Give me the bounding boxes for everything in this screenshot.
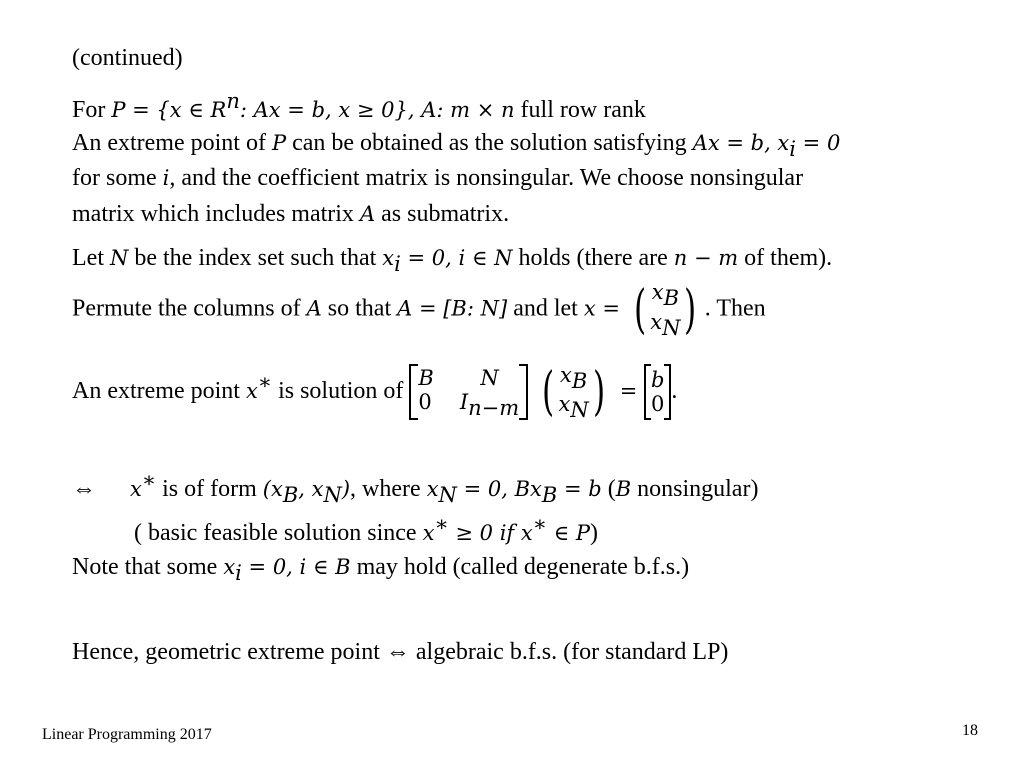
line-index-set: Let N be the index set such that $x_i = 0$, i ∈ N holds (there are n − m of them). xyxy=(72,245,833,276)
page-number: 18 xyxy=(962,722,978,739)
line-extreme-point-1: An extreme point of P can be obtained as the solution satisfying Ax = b, $x_i = 0$ xyxy=(72,130,841,161)
line-equivalence: ⇔ x∗ is of form ($x_B$, $x_N$), where $x_N = 0$, $Bx_B = b$ (B nonsingular) xyxy=(72,468,759,507)
rhs-vector: b 0 xyxy=(650,368,665,417)
line-extreme-point-2: for some i, and the coefficient matrix is nonsingular. We choose nonsingular xyxy=(72,165,804,191)
solution-vector: ( $x_B$ $x_N$) xyxy=(542,362,605,423)
iff-symbol: ⇔ xyxy=(72,476,96,502)
line-degenerate: Note that some $x_i = 0$, i ∈ B may hold (called degenerate b.f.s.) xyxy=(72,554,690,585)
line-system: An extreme point x∗ is solution of B N 0 $I_{n-m}$ ( $x_B$ $x_N) = b$ 0. xyxy=(72,362,678,423)
continued-label: (continued) xyxy=(72,45,183,71)
line-extreme-point-3: matrix which includes matrix A as submatrix. xyxy=(72,201,510,227)
coefficient-matrix: B N 0 $I_{n-m}$ xyxy=(418,365,520,420)
footer-course: Linear Programming 2017 xyxy=(42,726,212,743)
line-bfs: ( basic feasible solution since x∗ ≥ 0 if x∗ ∈ P) xyxy=(134,512,599,546)
line-permute: Permute the columns of A so that A = [B: N] and let x = ( $x_B$ $x_N$) . Then xyxy=(72,279,766,340)
line-polyhedron-def: For P = {x ∈ $R^n$: Ax = b, x ≥ 0}, A: m × n full row rank xyxy=(72,89,646,123)
iff-symbol-2: ⇔ xyxy=(385,639,410,665)
x-partition-vector: ( $x_B$ $x_N$) xyxy=(634,279,697,340)
line-conclusion: Hence, geometric extreme point ⇔ algebraic b.f.s. (for standard LP) xyxy=(72,639,729,665)
